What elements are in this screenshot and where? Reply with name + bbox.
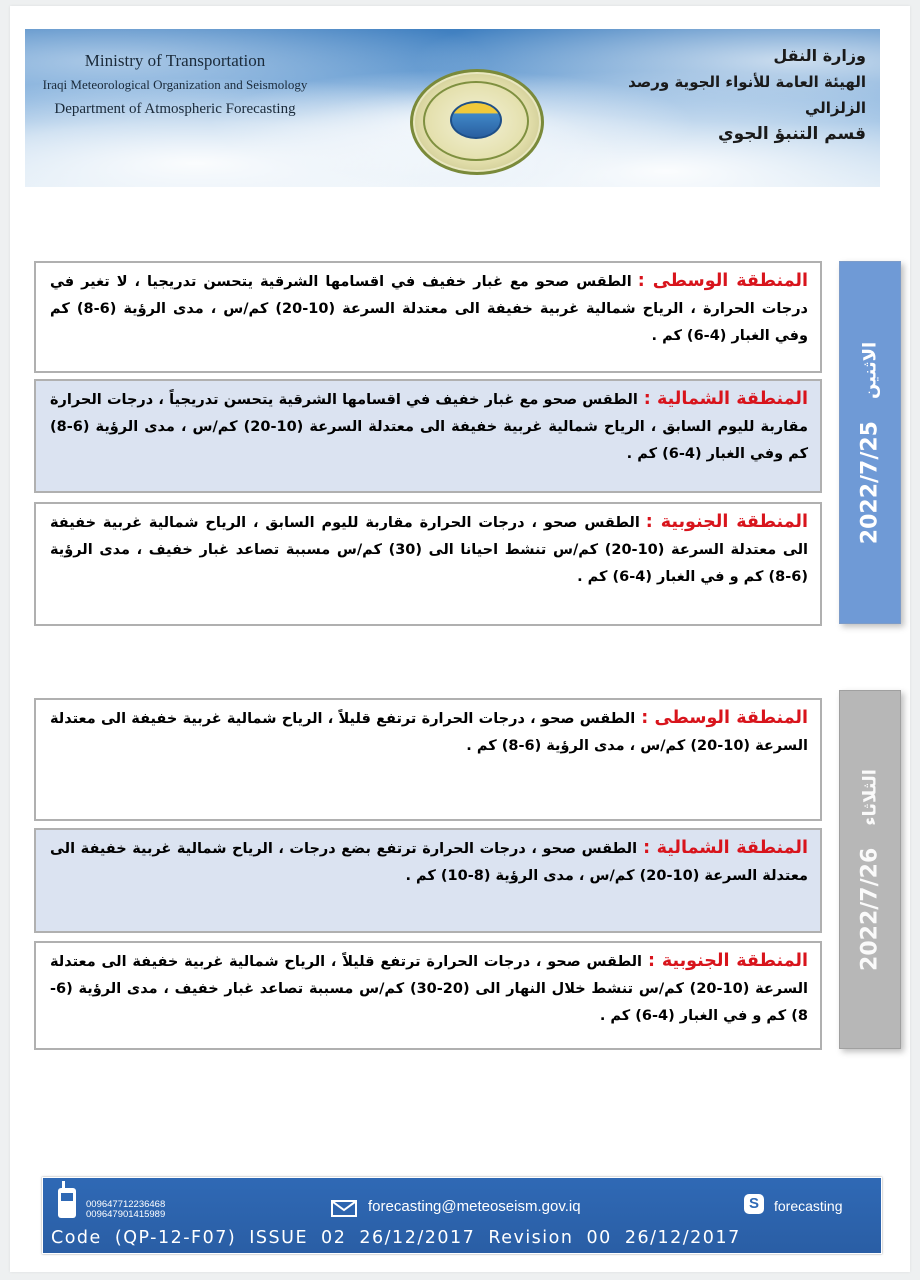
region-label: المنطقة الوسطى :	[641, 708, 809, 728]
english-header	[25, 49, 325, 121]
day-1-region-south	[34, 502, 822, 626]
day-2-region-central	[34, 698, 822, 821]
region-label: المنطقة الوسطى :	[637, 271, 808, 291]
day-2-region-south	[34, 941, 822, 1050]
organization-logo-icon	[410, 69, 544, 175]
day-1-region-central	[34, 261, 822, 373]
document-code: Code (QP-12-F07) ISSUE 02 26/12/2017 Revision 00 26/12/2017	[51, 1228, 741, 1248]
phone-number-2: 009647901415989	[86, 1209, 166, 1220]
region-label: المنطقة الجنوبية :	[648, 951, 808, 971]
region-forecast: الطقس صحو ، درجات الحرارة ترتفع قليلاً ، الرياح شمالية غربية خفيفة الى معتدلة السرعة (10-20) كم/س تنشط خلال النهار الى (20-30) كم/س مسببة تصاعد غبار خفيف ، مدى الرؤية (6-8) كم و في الغبار (4-6) كم .	[50, 954, 808, 1024]
email-link[interactable]: forecasting@meteoseism.gov.iq	[368, 1198, 581, 1215]
region-label: المنطقة الشمالية :	[643, 838, 808, 858]
day-2-region-north	[34, 828, 822, 933]
day-1-side-label	[839, 261, 901, 624]
phone-number-1: 009647712236468	[86, 1199, 166, 1210]
region-forecast: الطقس صحو مع غبار خفيف في اقسامها الشرقية يتحسن تدريجيا ، لا تغير في درجات الحرارة ، الرياح شمالية غربية خفيفة الى معتدلة السرعة (10-20) كم/س ، مدى الرؤية (6-8) كم وفي الغبار (4-6) كم .	[50, 274, 808, 344]
day-2-date: 2022/7/26	[857, 847, 883, 971]
phone-numbers	[86, 1200, 165, 1220]
ministry-name-ar: وزارة النقل	[773, 46, 866, 65]
organization-name: Iraqi Meteorological Organization and Seismology	[42, 77, 308, 92]
organization-name-ar: الهيئة العامة للأنواء الجوية ورصد الزلزالي	[628, 73, 866, 117]
region-label: المنطقة الجنوبية :	[645, 512, 808, 532]
day-1-date: 2022/7/25	[857, 420, 883, 544]
day-2-side-label	[839, 690, 901, 1049]
phone-icon	[58, 1188, 76, 1218]
region-forecast: الطقس صحو ، درجات الحرارة ترتفع بضع درجات ، الرياح شمالية غربية خفيفة الى معتدلة السرعة (10-20) كم/س ، مدى الرؤية (8-10) كم .	[50, 841, 808, 884]
department-name: Department of Atmospheric Forecasting	[54, 101, 296, 117]
region-forecast: الطقس صحو مع غبار خفيف في اقسامها الشرقية يتحسن تدريجياً ، درجات الحرارة مقاربة لليوم السابق ، الرياح شمالية غربية خفيفة الى معتدلة السرعة (10-20) كم/س ، مدى الرؤية (6-8) كم وفي الغبار (4-6) كم .	[50, 392, 808, 462]
header-banner	[25, 29, 880, 187]
envelope-icon	[331, 1200, 357, 1217]
page	[10, 6, 910, 1272]
arabic-header	[586, 43, 866, 147]
ministry-name: Ministry of Transportation	[84, 51, 266, 70]
department-name-ar: قسم التنبؤ الجوي	[718, 124, 866, 144]
skype-icon: S	[744, 1194, 764, 1214]
day-2-name: الثلاثاء	[859, 768, 881, 826]
footer	[42, 1177, 882, 1254]
region-label: المنطقة الشمالية :	[643, 389, 808, 409]
region-forecast: الطقس صحو ، درجات الحرارة مقاربة لليوم السابق ، الرياح شمالية غربية خفيفة الى معتدلة السرعة (10-20) كم/س تنشط احيانا الى (30) كم/س مسببة تصاعد غبار خفيف ، مدى الرؤية (6-8) كم و في الغبار (4-6) كم .	[50, 515, 808, 585]
day-1-region-north	[34, 379, 822, 493]
skype-id: forecasting	[774, 1198, 843, 1214]
region-forecast: الطقس صحو ، درجات الحرارة ترتفع قليلاً ، الرياح شمالية غربية خفيفة الى معتدلة السرعة (10-20) كم/س ، مدى الرؤية (6-8) كم .	[50, 711, 808, 754]
day-1-name: الاثنين	[859, 341, 881, 399]
